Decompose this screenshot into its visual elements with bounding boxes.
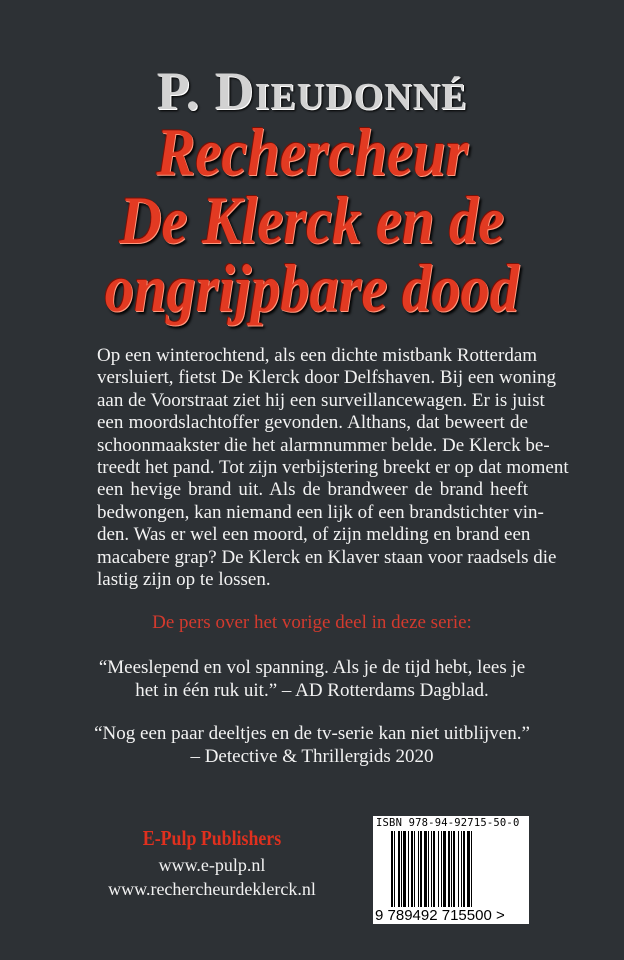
ean-text: 9 789492 715500 > — [375, 907, 505, 924]
barcode-bar — [431, 831, 432, 911]
series-url: www.rechercheurdeklerck.nl — [108, 879, 316, 899]
title-text: De Klerck en de — [119, 182, 505, 258]
blurb-line: versluiert, fietst De Klerck door Delfshaven. Bij een woning — [97, 367, 557, 389]
barcode-bar — [448, 831, 450, 911]
barcode-bar — [451, 831, 452, 911]
barcode-bar — [443, 831, 446, 911]
barcode-bar — [458, 831, 459, 911]
press-quote — [0, 656, 624, 702]
blurb-line: macabere grap? De Klerck en Klaver staan voor raadsels die — [97, 546, 557, 568]
publisher-url: www.e-pulp.nl — [158, 855, 266, 875]
isbn-label: ISBN 978-94-92715-50-0 — [376, 817, 520, 829]
title-line-3 — [0, 250, 624, 326]
blurb-line: een moordslachtoffer gevonden. Althans, dat beweert de — [97, 412, 528, 434]
barcode-bar — [414, 831, 415, 911]
blurb-line: den. Was er wel een moord, of zijn melding en brand een — [97, 524, 531, 546]
isbn-barcode — [373, 816, 529, 924]
press-quote — [0, 722, 624, 768]
title-line-1 — [0, 114, 624, 190]
author-name: P. Dieudonné — [156, 61, 468, 121]
quote-line: – Detective & Thrillergids 2020 — [190, 746, 434, 767]
barcode-bar — [424, 831, 427, 911]
quote-line: het in één ruk uit.” – AD Rotterdams Dagblad. — [135, 680, 489, 701]
barcode-bar — [403, 831, 406, 911]
barcode-bars — [391, 831, 509, 911]
barcode-bar — [391, 831, 393, 911]
blurb-line: een hevige brand uit. Als de brandweer de brand heeft — [97, 479, 528, 501]
title-line-2 — [0, 182, 624, 258]
ean-digits — [375, 908, 505, 924]
blurb-line: treedt het pand. Tot zijn verbijstering breekt er op dat moment — [97, 457, 569, 479]
quote-line: “Meeslepend en vol spanning. Als je de tijd hebt, lees je — [98, 657, 526, 678]
barcode-bar — [420, 831, 422, 911]
barcode-bar — [428, 831, 429, 911]
barcode-bar — [461, 831, 462, 911]
blurb-line: lastig zijn op te lossen. — [97, 569, 271, 591]
barcode-bar — [408, 831, 409, 911]
barcode-bar — [411, 831, 413, 911]
barcode-bar — [394, 831, 395, 911]
barcode-bar — [467, 831, 470, 911]
title-text: Rechercheur — [156, 114, 468, 190]
barcode-bar — [401, 831, 402, 911]
barcode-bar — [453, 831, 455, 911]
barcode-bar — [433, 831, 435, 911]
title-text: ongrijpbare dood — [104, 250, 520, 326]
barcode-bar — [398, 831, 400, 911]
quote-line: “Nog een paar deeltjes en de tv-serie kan niet uitblijven.” — [94, 723, 530, 744]
barcode-bar — [463, 831, 465, 911]
blurb-line: aan de Voorstraat ziet hij een surveillancewagen. Er is juist — [97, 389, 545, 411]
publisher-name: E-Pulp Publishers — [142, 826, 282, 850]
barcode-bar — [418, 831, 419, 911]
barcode-bar — [441, 831, 442, 911]
blurb-line: schoonmaakster die het alarmnummer belde. De Klerck be- — [97, 434, 550, 456]
blurb-line: bedwongen, kan niemand een lijk of een brandstichter vin- — [97, 501, 544, 523]
barcode-bar — [438, 831, 439, 911]
barcode-bar — [471, 831, 472, 911]
press-heading: De pers over het vorige deel in deze serie: — [152, 612, 472, 633]
blurb — [97, 345, 569, 591]
blurb-line: Op een winterochtend, als een dichte mistbank Rotterdam — [97, 345, 538, 366]
